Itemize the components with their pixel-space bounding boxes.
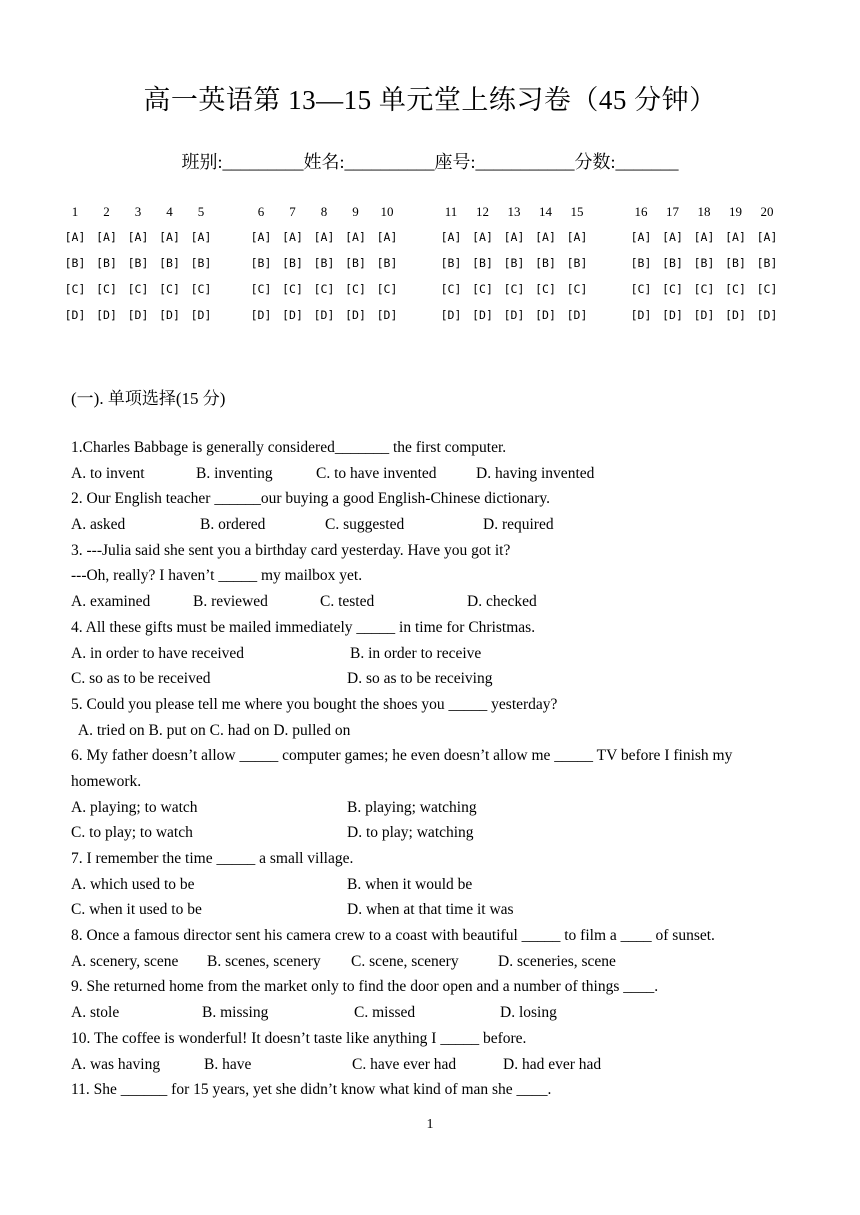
option: A. examined [71,593,151,611]
answer-bubble[interactable]: [A] [313,230,335,244]
option-row [71,641,801,667]
answer-bubble[interactable]: [D] [313,308,335,322]
answer-bubble[interactable]: [C] [190,282,212,296]
answer-bubble[interactable]: [B] [472,256,493,270]
option-row [71,666,801,692]
answer-bubble[interactable]: [B] [345,256,366,270]
option: B. missing [202,1004,269,1022]
option: C. when it used to be [71,901,202,919]
option: B. ordered [200,516,266,534]
answer-bubble[interactable]: [D] [159,308,180,322]
answer-grid-number: 11 [444,204,458,219]
option: C. to have invented [316,464,437,482]
answer-bubble[interactable]: [C] [725,282,746,296]
answer-bubble[interactable]: [D] [472,308,493,322]
option: B. scenes, scenery [207,952,321,970]
answer-bubble[interactable]: [B] [313,256,335,270]
answer-bubble[interactable]: [B] [282,256,303,270]
answer-bubble[interactable]: [D] [630,308,652,322]
section-heading: (一). 单项选择(15 分) [71,389,226,408]
question-text: 2. Our English teacher ______our buying a good English-Chinese dictionary. [71,490,550,508]
option: D. had ever had [503,1055,602,1073]
answer-grid-number: 16 [634,204,648,219]
option: A. in order to have received [71,644,245,662]
answer-bubble[interactable]: [C] [250,282,272,296]
answer-grid-number: 13 [507,204,521,219]
answer-bubble[interactable]: [B] [503,256,525,270]
answer-grid-number: 19 [729,204,742,219]
answer-bubble[interactable]: [A] [127,230,149,244]
option: C. tested [320,593,375,611]
answer-bubble[interactable]: [A] [693,230,715,244]
answer-bubble[interactable]: [C] [282,282,303,296]
answer-bubble[interactable]: [A] [756,230,778,244]
option: D. to play; watching [347,824,474,842]
answer-bubble[interactable]: [A] [96,230,117,244]
answer-bubble[interactable]: [D] [725,308,746,322]
option: C. have ever had [352,1055,457,1073]
page-number: 1 [426,1117,434,1132]
answer-bubble[interactable]: [B] [190,256,212,270]
option: C. suggested [325,516,405,534]
answer-grid-number: 5 [197,204,205,219]
answer-grid-number: 6 [257,204,265,219]
option: B. in order to receive [350,644,482,662]
option: A. which used to be [71,875,195,893]
answer-bubble[interactable]: [C] [472,282,493,296]
option: A. asked [71,516,126,534]
option-row: A. tried on B. put on C. had on D. pulled on [71,721,351,739]
option-row [71,897,801,923]
answer-bubble[interactable]: [B] [64,256,86,270]
answer-bubble[interactable]: [C] [693,282,715,296]
answer-bubble[interactable]: [A] [662,230,683,244]
option: A. scenery, scene [71,952,179,970]
answer-grid-number: 4 [166,204,173,219]
answer-bubble[interactable]: [A] [630,230,652,244]
answer-bubble[interactable]: [A] [535,230,556,244]
answer-bubble[interactable]: [D] [662,308,683,322]
question-text: 1.Charles Babbage is generally considered_______ the first computer. [71,439,507,456]
answer-bubble[interactable]: [A] [503,230,525,244]
answer-bubble[interactable]: [D] [345,308,366,322]
option: D. so as to be receiving [347,670,493,688]
answer-bubble[interactable]: [C] [630,282,652,296]
answer-bubble[interactable]: [B] [725,256,746,270]
option: A. stole [71,1004,120,1022]
answer-bubble[interactable]: [B] [566,256,588,270]
answer-bubble[interactable]: [A] [64,230,86,244]
answer-bubble[interactable]: [D] [96,308,117,322]
answer-bubble[interactable]: [C] [159,282,180,296]
answer-bubble[interactable]: [D] [535,308,556,322]
option: D. having invented [476,464,595,482]
option: C. scene, scenery [351,952,459,970]
option-row [71,512,801,538]
option: A. was having [71,1055,161,1073]
answer-bubble[interactable]: [A] [345,230,366,244]
answer-bubble[interactable]: [C] [345,282,366,296]
answer-bubble[interactable]: [D] [250,308,272,322]
answer-bubble[interactable]: [B] [250,256,272,270]
answer-bubble[interactable]: [C] [756,282,778,296]
answer-bubble[interactable]: [C] [64,282,86,296]
answer-bubble[interactable]: [A] [190,230,212,244]
answer-bubble[interactable]: [C] [503,282,525,296]
question-text: 7. I remember the time _____ a small village. [71,850,354,868]
option-row [71,820,801,846]
answer-bubble[interactable]: [B] [693,256,715,270]
answer-bubble[interactable]: [A] [159,230,180,244]
option: B. reviewed [193,593,268,611]
answer-grid-number: 14 [539,204,552,219]
answer-bubble[interactable]: [C] [127,282,149,296]
answer-bubble[interactable]: [D] [693,308,715,322]
option: B. inventing [196,464,273,482]
answer-bubble[interactable]: [B] [662,256,683,270]
question-text: 9. She returned home from the market only to find the door open and a number of things ____. [71,978,659,996]
page-title: 高一英语第 13—15 单元堂上练习卷（45 分钟） [143,85,717,115]
answer-bubble[interactable]: [B] [756,256,778,270]
answer-bubble[interactable]: [C] [662,282,683,296]
answer-bubble[interactable]: [D] [64,308,86,322]
answer-grid-number: 8 [320,204,328,219]
answer-bubble[interactable]: [C] [440,282,462,296]
student-info-line: 班别:_________姓名:__________座号:___________分数:_______ [181,152,679,172]
answer-grid-number: 15 [570,204,584,219]
answer-grid-number: 20 [760,204,774,219]
answer-bubble[interactable]: [C] [566,282,588,296]
answer-bubble[interactable]: [B] [376,256,398,270]
answer-grid-number: 2 [103,204,110,219]
answer-grid-number: 17 [666,204,679,219]
answer-bubble[interactable]: [C] [313,282,335,296]
answer-bubble[interactable]: [D] [282,308,303,322]
option: C. to play; to watch [71,824,193,842]
option: C. missed [354,1004,416,1022]
option: A. to invent [71,464,145,482]
answer-bubble[interactable]: [D] [127,308,149,322]
question-list [71,435,801,1103]
option: D. checked [467,593,537,611]
option: A. playing; to watch [71,798,198,816]
option: B. when it would be [347,875,473,893]
option-row [71,949,801,975]
answer-bubble[interactable]: [D] [376,308,398,322]
answer-bubble[interactable]: [B] [440,256,462,270]
answer-bubble[interactable]: [A] [725,230,746,244]
answer-bubble[interactable]: [D] [440,308,462,322]
option-row [71,872,801,898]
answer-bubble[interactable]: [C] [535,282,556,296]
answer-bubble[interactable]: [D] [756,308,778,322]
answer-bubble[interactable]: [D] [190,308,212,322]
answer-bubble[interactable]: [B] [159,256,180,270]
option: D. required [483,516,554,534]
question-text: 4. All these gifts must be mailed immediately _____ in time for Christmas. [71,618,536,636]
answer-grid-number: 18 [697,204,711,219]
question-text: 10. The coffee is wonderful! It doesn’t taste like anything I _____ before. [71,1029,527,1047]
question-text: ---Oh, really? I haven’t _____ my mailbox yet. [71,567,363,585]
option: D. sceneries, scene [498,952,616,970]
question-text: 5. Could you please tell me where you bought the shoes you _____ yesterday? [71,695,558,713]
option: B. playing; watching [347,798,477,816]
answer-bubble[interactable]: [B] [127,256,149,270]
answer-grid [66,204,806,334]
answer-bubble[interactable]: [B] [535,256,556,270]
option-row [71,461,801,487]
answer-bubble[interactable]: [A] [440,230,462,244]
option: C. so as to be received [71,670,211,688]
option-row [71,1052,801,1078]
answer-bubble[interactable]: [D] [566,308,588,322]
answer-grid-number: 9 [352,204,359,219]
option-row [71,1000,801,1026]
answer-bubble[interactable]: [C] [376,282,398,296]
answer-bubble[interactable]: [C] [96,282,117,296]
answer-grid-number: 7 [289,204,296,219]
answer-grid-number: 1 [71,204,79,219]
answer-bubble[interactable]: [B] [630,256,652,270]
answer-bubble[interactable]: [A] [376,230,398,244]
option-row [71,795,801,821]
answer-bubble[interactable]: [A] [472,230,493,244]
option: D. when at that time it was [347,901,514,919]
option: D. losing [500,1004,557,1022]
option: B. have [204,1055,252,1073]
question-text: 11. She ______ for 15 years, yet she didn’t know what kind of man she ____. [71,1081,552,1099]
question-text: 3. ---Julia said she sent you a birthday card yesterday. Have you got it? [71,541,511,559]
answer-grid-number: 3 [134,204,142,219]
answer-bubble[interactable]: [A] [566,230,588,244]
option-row [71,589,801,615]
answer-bubble[interactable]: [A] [250,230,272,244]
answer-grid-number: 10 [380,204,394,219]
answer-bubble[interactable]: [B] [96,256,117,270]
answer-bubble[interactable]: [A] [282,230,303,244]
question-text: 6. My father doesn’t allow _____ computer games; he even doesn’t allow me _____ TV before I finish my homework. [71,747,733,790]
answer-bubble[interactable]: [D] [503,308,525,322]
question-text: 8. Once a famous director sent his camera crew to a coast with beautiful _____ to film a ____ of sunset. [71,927,715,945]
answer-grid-number: 12 [476,204,489,219]
